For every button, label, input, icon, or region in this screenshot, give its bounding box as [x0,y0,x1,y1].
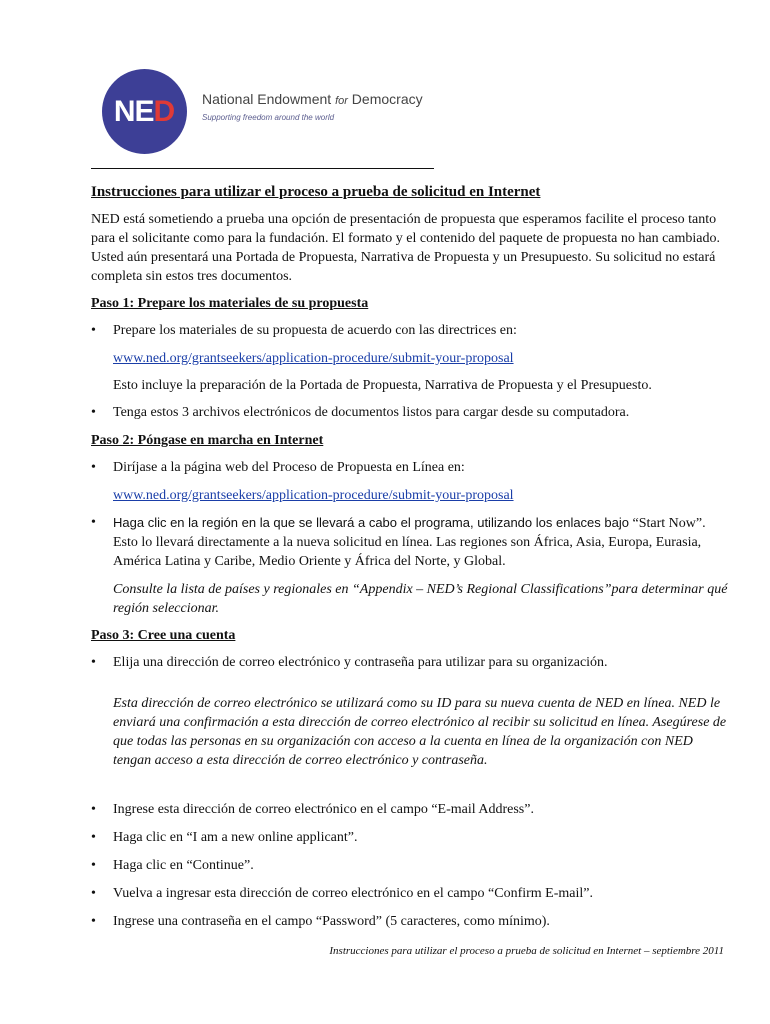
org-name-part2: Democracy [347,91,423,107]
step3-bullet-2: • Ingrese esta dirección de correo electrónico en el campo “E-mail Address”. [91,800,731,819]
step3-bullet-1: • Elija una dirección de correo electrónico y contraseña para utilizar para su organización. [91,653,731,672]
ned-logo-circle [102,69,187,154]
step2-note: Consulte la lista de países y regionales en “Appendix – NED’s Regional Classifications”para determinar qué región seleccionar. [113,582,728,616]
step3-bullet-3: • Haga clic en “I am a new online applicant”. [91,828,731,847]
intro-paragraph: NED está sometiendo a prueba una opción de presentación de propuesta que esperamos facilite el proceso tanto para el solicitante como para la fundación. El formato y el contenido del paquete de propuesta no han cambiado. Usted aún presentará una Portada de Propuesta, Narrativa de Propuesta y un Presupuesto. Su solicitud no estará completa sin estos tres documentos. [91,212,720,284]
step1-link-row [91,349,731,368]
ned-logo [102,69,442,159]
step2-bullet-2-rest: “Start Now”. Esto lo llevará directamente a la nueva solicitud en línea. Las regiones son África, Asia, Europa, Eurasia, América Latina y Caribe, Medio Oriente y África del Norte, y Global. [113,516,706,569]
step2-bullet-2 [91,513,731,571]
org-name [202,91,423,107]
step3-note: Esta dirección de correo electrónico se utilizará como su ID para su nueva cuenta de NED en línea. NED le enviará una confirmación a esta dirección de correo electrónico al recibir su solicitud en línea. Asegúrese de que todas las personas en su organización con acceso a la cuenta en línea de la organización con NED tengan acceso a esta dirección de correo electrónico y contraseña. [113,696,727,768]
org-tagline: Supporting freedom around the world [202,113,335,122]
step2-bullet-1: • Diríjase a la página web del Proceso de Propuesta en Línea en: [91,458,731,477]
document-body [91,183,731,940]
step2-link-row [91,486,731,505]
step3-bullet-6: • Ingrese una contraseña en el campo “Password” (5 caracteres, como mínimo). [91,912,731,931]
document-title: Instrucciones para utilizar el proceso a prueba de solicitud en Internet [91,184,541,200]
step2-link[interactable]: www.ned.org/grantseekers/application-procedure/submit-your-proposal [113,488,514,503]
org-name-for: for [335,95,348,107]
step3-heading: Paso 3: Cree una cuenta [91,628,236,643]
logo-acronym-d: D [153,94,176,128]
page-footer: Instrucciones para utilizar el proceso a prueba de solicitud en Internet – septiembre 2011 [329,945,724,957]
header-rule [91,168,434,169]
step1-heading: Paso 1: Prepare los materiales de su propuesta [91,296,369,311]
step2-heading: Paso 2: Póngase en marcha en Internet [91,433,324,448]
logo-acronym-ne: NE [113,94,154,128]
step1-link[interactable]: www.ned.org/grantseekers/application-procedure/submit-your-proposal [113,351,514,366]
org-name-part1: National Endowment [202,91,336,107]
step1-bullet-2: • Tenga estos 3 archivos electrónicos de documentos listos para cargar desde su computadora. [91,403,731,422]
step3-bullet-4: • Haga clic en “Continue”. [91,856,731,875]
step2-bullet-2-sans: Haga clic en la región en la que se llevará a cabo el programa, utilizando los enlaces bajo [113,515,629,530]
step1-note: Esto incluye la preparación de la Portada de Propuesta, Narrativa de Propuesta y el Presupuesto. [113,378,652,393]
step1-bullet-1: • Prepare los materiales de su propuesta de acuerdo con las directrices en: [91,321,731,340]
step3-bullet-5: • Vuelva a ingresar esta dirección de correo electrónico en el campo “Confirm E-mail”. [91,884,731,903]
